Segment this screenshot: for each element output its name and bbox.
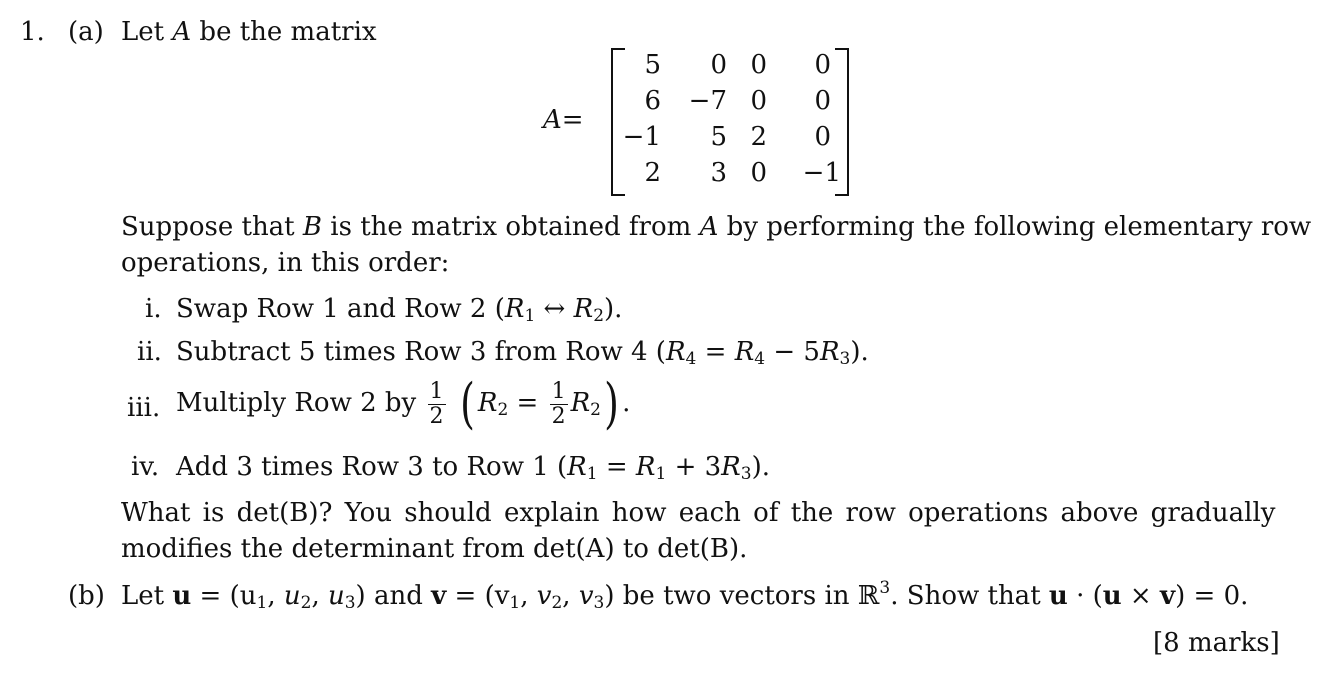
question-number: 1. <box>20 17 45 47</box>
matrix-cell: 0 <box>814 86 831 116</box>
matrix-cell: 0 <box>750 86 767 116</box>
matrix-cell: −1 <box>802 158 841 188</box>
matrix-a <box>611 48 849 194</box>
fraction-one-half: $\frac{1}{2}$ <box>551 378 566 429</box>
marks: [8 marks] <box>1153 628 1280 658</box>
matrix-cell: 0 <box>710 50 727 80</box>
matrix-cell: 5 <box>644 50 661 80</box>
op-iv: Add 3 times Row 3 to Row 1 $(R_1 = R_1 + 3R_3)$. <box>176 452 770 484</box>
matrix-cell: −7 <box>688 86 727 116</box>
matrix-cell: −1 <box>622 122 661 152</box>
op-ii: Subtract 5 times Row 3 from Row 4 $(R_4 = R_4 - 5R_3)$. <box>176 337 869 369</box>
op-i: Swap Row 1 and Row 2 ($R_1$ ↔ $R_2$). <box>176 294 623 326</box>
question-line-1: What is det(B)? You should explain how each of the row operations above gradually <box>121 498 1276 528</box>
matrix-cell: 2 <box>750 122 767 152</box>
matrix-cell: 0 <box>814 122 831 152</box>
matrix-cell: 2 <box>644 158 661 188</box>
part-b-text: Let $u = (u_1$, $u_2$, $u_3$) and $v = (v_1$, $v_2$, $v_3$) be two vectors in ℝ$^3$. Show that u · (u × v) = 0. <box>121 578 1249 613</box>
matrix-cell: 6 <box>644 86 661 116</box>
matrix-label: A= <box>543 105 584 135</box>
part-a-intro: Let A be the matrix <box>121 17 377 47</box>
matrix-cell: 0 <box>750 158 767 188</box>
suppose-line-2: operations, in this order: <box>121 248 450 278</box>
op-iv-label: iv. <box>131 452 160 482</box>
fraction-one-half: $\frac{1}{2}$ <box>429 378 444 429</box>
part-a-label: (a) <box>68 17 104 47</box>
op-iii: Multiply Row 2 by $\frac{1}{2}$ ( $R_2$ = $\frac{1}{2}$ $R_2$) . <box>176 372 631 435</box>
matrix-cell: 5 <box>710 122 727 152</box>
suppose-line-1: Suppose that B is the matrix obtained from A by performing the following elementary row <box>121 212 1312 242</box>
matrix-cell: 0 <box>814 50 831 80</box>
question-line-2: modifies the determinant from det(A) to det(B). <box>121 534 748 564</box>
op-iii-label: iii. <box>127 393 161 423</box>
op-ii-label: ii. <box>137 337 162 367</box>
matrix-cell: 0 <box>750 50 767 80</box>
matrix-cell: 3 <box>710 158 727 188</box>
op-i-label: i. <box>145 294 162 324</box>
part-b-label: (b) <box>68 581 105 611</box>
